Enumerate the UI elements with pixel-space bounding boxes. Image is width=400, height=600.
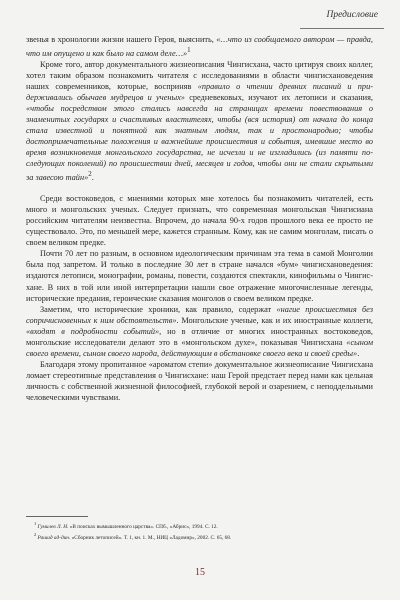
header-rule <box>300 28 384 29</box>
paragraph: Заметим, что исторические хроники, как правило, содержат «нагие происшествия без сопричисновенных к ним обстоятельств». Монгольские ученые, как и их иностранные коллеги, «входят в подробности событий», но в отличие от многих иностранных востоковедов, монгольские исследователи делают это в «монгольском духе», показывая Чингисхана «сыном своего времени, сыном своего народа, действующим в обстановке своего века и своей среды». <box>26 304 374 358</box>
page-number: 15 <box>195 567 205 578</box>
running-header: Предисловие <box>326 10 378 20</box>
footnotes <box>26 520 373 542</box>
paragraph: Почти 70 лет по разным, в основном идеологическим причинам эта тема в самой Монголии была под запретом. И только в последние 30 лет в стране начался «бум» чингисхановедения: издаются летописи, монографии, романы, повести, создаются спектакли, кинофильмы о Чингисхане. В них в той или иной интерпретации нашли свое отражение многочисленные легенды, исторические предания, героические сказания монголов о своем великом предке. <box>26 249 373 303</box>
footnote: $^2$ Рашид ад-дин. «Сборник летописей». Т. 1, кн. 1. М., НИЦ «Ладомир», 2002. С. 65, 68. <box>34 532 232 541</box>
footnote-rule <box>26 516 88 517</box>
paragraph: звенья в хронологии жизни нашего Героя, выяснить, «…что из сообщаемого автором — правда, что им опущено и как было на самом деле…»$^1$ <box>26 35 373 58</box>
paragraph: Кроме того, автор документального жизнеописания Чингисхана, часто цитируя своих коллег, хотел таким образом познакомить читателя с исследованиями в области чингисхановедения наших современников, которые, восприняв «правило о чтении древних писаний и придерживались обычаев мудрецов и ученых» средневековых, изучают их летописи и сказания, «чтобы посредством этого стались навсегда на страницах времени повествования о знаменитых государях и счастливых властителях, чтобы (вся история) от начала до конца стала известной и понятной как знатным людям, так и простонародью; чтобы достопримечательные положения и важнейшие происшествия и события, имевшие место во время возникновения монгольского государства, не исчезли и не изгладились (из памяти последующих поколений) по происшествии дней, месяцев и годов, чтобы они не стали скрытыми за завесою тайн»$^2$. <box>26 59 374 183</box>
body-text <box>26 34 373 403</box>
paragraph: Среди востоковедов, с мнениями которых мне хотелось бы познакомить читателей, есть много и монгольских ученых. Следует признать, что современная монгольская Чингисиана российским читателям неизвестна. Впрочем, до начала 90-х годов прошлого века ее просто не существовало. Это, по меньшей мере, кажется странным. Кому, как не самим монголам, писать о своем великом предке. <box>26 194 373 248</box>
paragraph: Благодаря этому пропитанное «ароматом степи» документальное жизнеописание Чингисхана ломает стереотипные представления о Чингисхане: наш Герой предстает перед нами как цельная личность с собственной жизненной философией, глубокой верой и озарением, с неподдельными человеческими чувствами. <box>26 359 373 402</box>
footnote: $^1$ Гумилев Л. Н. «В поисках вымышленного царства». СПб., «Абрис», 1994. С. 12. <box>34 521 218 530</box>
